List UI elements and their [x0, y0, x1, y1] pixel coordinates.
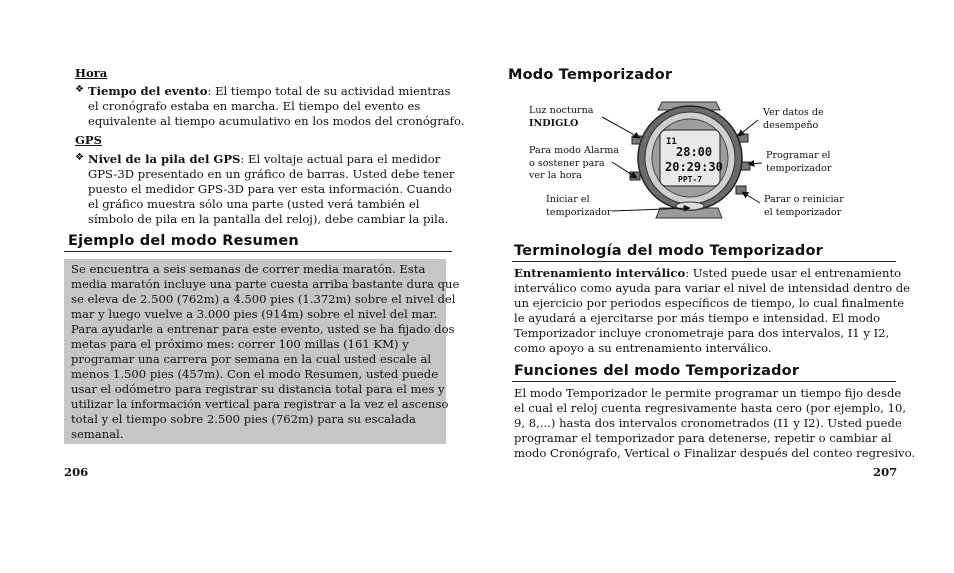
text-line: interválico como ayuda para variar el nivel de intensidad dentro de	[514, 281, 911, 295]
heading-modo-temporizador: Modo Temporizador	[508, 67, 673, 83]
text-line: puesto el medidor GPS-3D para ver esta información. Cuando	[88, 182, 452, 196]
heading-terminologia: Terminología del modo Temporizador	[514, 243, 824, 259]
heading-divider	[512, 381, 896, 382]
subheading-hora: Hora	[75, 66, 108, 80]
text-line: Ver datos de	[763, 107, 824, 118]
label-ver-datos	[763, 107, 824, 132]
text-line: total y el tiempo sobre 2.500 pies (762m) para su escalada	[71, 412, 416, 426]
label-modo-alarma	[529, 145, 619, 183]
text-line: modo Cronógrafo, Vertical o Finalizar después del conteo regresivo.	[514, 446, 916, 460]
text-line: Para ayudarle a entrenar para este evento, usted se ha fijado dos	[71, 322, 455, 336]
text-line: Programar el	[766, 150, 831, 161]
watch-display-bottom: PPT-7	[678, 175, 703, 184]
text-line: ver la hora	[529, 170, 582, 181]
term-nivel-pila: Nivel de la pila del GPS	[88, 152, 241, 166]
text-line: GPS-3D presentado en un gráfico de barras. Usted debe tener	[88, 167, 455, 181]
label-parar	[764, 194, 844, 219]
text-line: un ejercicio por periodos específicos de tiempo, lo cual finalmente	[514, 296, 905, 310]
text-line: desempeño	[763, 119, 819, 131]
text-line: El modo Temporizador le permite programar un tiempo fijo desde	[514, 386, 902, 400]
text-line: le ayudará a ejercitarse por más tiempo e intensidad. El modo	[514, 311, 881, 325]
text-line: Temporizador incluye cronometraje para dos intervalos, I1 y I2,	[514, 326, 890, 340]
page-number-right: 207	[873, 465, 898, 479]
term-entrenamiento: Entrenamiento interválico	[514, 266, 686, 280]
heading-divider	[64, 251, 452, 252]
paragraph-tiempo-evento	[88, 84, 464, 129]
text-line: el cronógrafo estaba en marcha. El tiempo del evento es	[88, 99, 421, 113]
text-line: Para modo Alarma	[529, 145, 620, 156]
text-line: temporizador	[766, 162, 832, 174]
text-line: metas para el próximo mes: correr 100 millas (161 KM) y	[71, 337, 409, 351]
text-line: Iniciar el	[546, 194, 590, 205]
text-line: 9, 8,...) hasta dos intervalos cronometrados (I1 y I2). Usted puede	[514, 416, 902, 430]
text-line: programar una carrera por semana en la cual usted escale al	[71, 352, 432, 366]
paragraph-funciones	[514, 386, 915, 461]
text-line: mar y luego vuelve a 3.000 pies (914m) sobre el nivel del mar.	[71, 307, 438, 321]
heading-ejemplo-resumen: Ejemplo del modo Resumen	[68, 233, 299, 249]
text-line: o sostener para	[529, 157, 605, 169]
text-line: equivalente al tiempo acumulativo en los modos del cronógrafo.	[88, 114, 465, 128]
example-box-text	[71, 262, 459, 442]
text-line: utilizar la información vertical para registrar a la vez el ascenso	[71, 397, 449, 411]
text-line: usar el odómetro para registrar su distancia total para el mes y	[71, 382, 445, 396]
text-line: menos 1.500 pies (457m). Con el modo Resumen, usted puede	[71, 367, 439, 381]
text-line: INDIGLO	[529, 117, 579, 129]
watch-display-line2: 20:29:30	[665, 160, 723, 174]
text-line: programar el temporizador para detenerse, repetir o cambiar al	[514, 431, 892, 445]
text-line: el cual el reloj cuenta regresivamente hasta cero (por ejemplo, 10,	[514, 401, 907, 415]
text-line: Parar o reiniciar	[764, 194, 844, 205]
text-line: : El tiempo total de su actividad mientras	[207, 84, 451, 98]
subheading-gps: GPS	[75, 133, 102, 147]
text-line: el gráfico muestra sólo una parte (usted verá también el	[88, 197, 420, 211]
text-line: : El voltaje actual para el medidor	[240, 152, 441, 166]
paragraph-nivel-pila	[88, 152, 454, 227]
text-line: Se encuentra a seis semanas de correr media maratón. Esta	[71, 262, 426, 276]
text-line: se eleva de 2.500 (762m) a 4.500 pies (1.372m) sobre el nivel del	[71, 292, 456, 306]
text-line: : Usted puede usar el entrenamiento	[685, 266, 902, 280]
diamond-bullet-icon: ❖	[75, 152, 84, 163]
page-number-left: 206	[64, 465, 89, 479]
diamond-bullet-icon: ❖	[75, 84, 84, 95]
text-line: semanal.	[71, 427, 124, 441]
heading-funciones: Funciones del modo Temporizador	[514, 363, 800, 379]
text-line: símbolo de pila en la pantalla del reloj), debe cambiar la pila.	[88, 212, 449, 226]
watch-display-line1: 28:00	[676, 145, 713, 159]
term-tiempo-evento: Tiempo del evento	[88, 84, 208, 98]
text-line: temporizador	[546, 206, 612, 218]
label-luz-nocturna	[529, 105, 594, 130]
watch-display-top: I1	[666, 137, 677, 147]
text-line: media maratón incluye una parte cuesta arriba bastante dura que	[71, 277, 460, 291]
label-iniciar	[546, 194, 611, 219]
text-line: como apoyo a su entrenamiento interválico.	[514, 341, 772, 355]
text-line: el temporizador	[764, 206, 842, 218]
paragraph-terminologia	[514, 266, 910, 356]
label-programar	[766, 150, 831, 175]
text-line: Luz nocturna	[529, 105, 594, 116]
heading-divider	[512, 261, 896, 262]
